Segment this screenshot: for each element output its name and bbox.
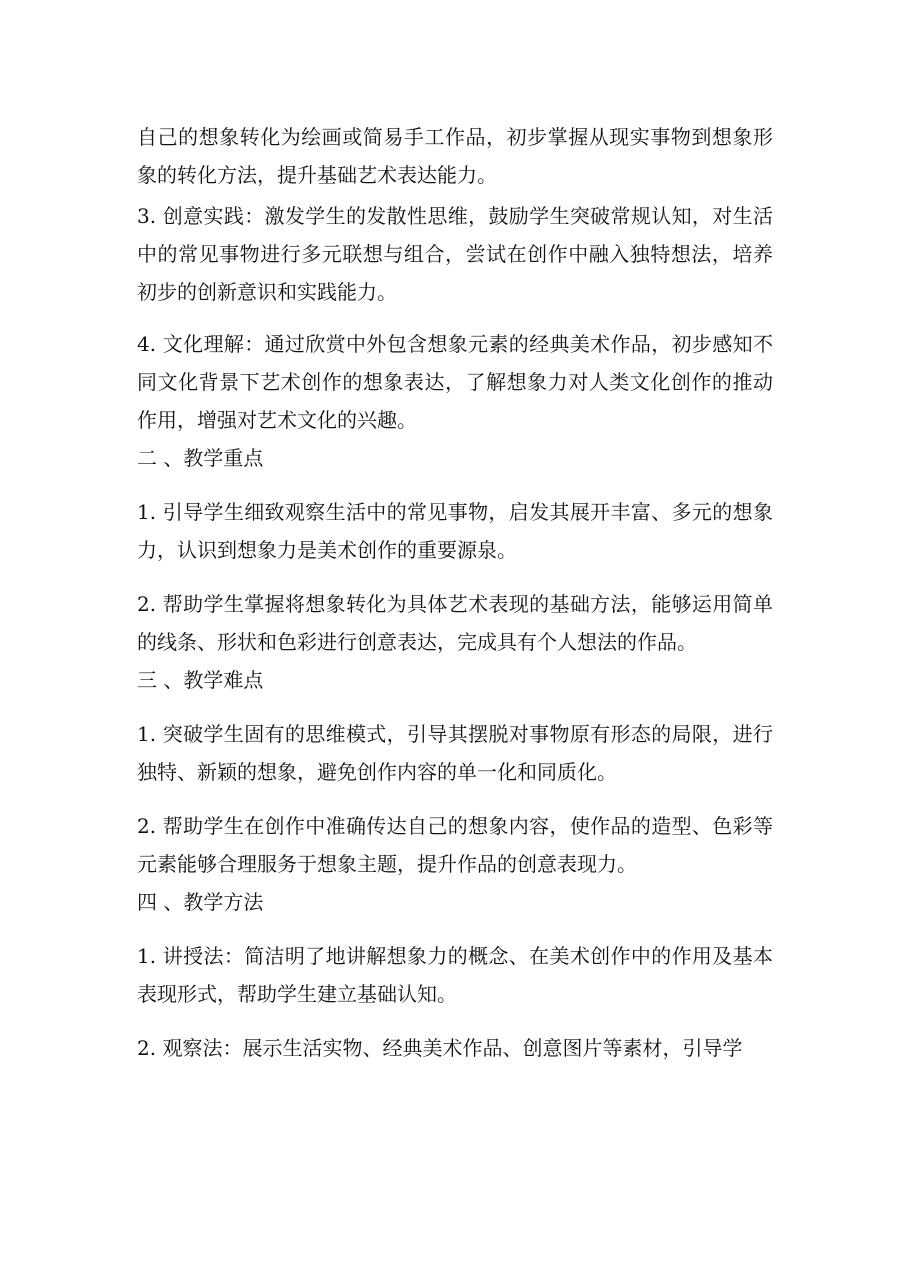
paragraph-goal-2-continued: 自己的想象转化为绘画或简易手工作品，初步掌握从现实事物到想象形象的转化方法，提升基础艺术表达能力。 [137,125,773,187]
section-heading-teaching-methods: 四 、教学方法 [137,890,264,914]
paragraph-difficulty-1: 1. 突破学生固有的思维模式，引导其摆脱对事物原有形态的局限，进行独特、新颖的想象，避免创作内容的单一化和同质化。 [137,722,773,784]
paragraph-focus-1: 1. 引导学生细致观察生活中的常见事物，启发其展开丰富、多元的想象力，认识到想象力是美术创作的重要源泉。 [137,500,773,562]
paragraph-focus-2: 2. 帮助学生掌握将想象转化为具体艺术表现的基础方法，能够运用简单的线条、形状和色彩进行创意表达，完成具有个人想法的作品。 [137,592,773,654]
paragraph-difficulty-2: 2. 帮助学生在创作中准确传达自己的想象内容，使作品的造型、色彩等元素能够合理服务于想象主题，提升作品的创意表现力。 [137,814,773,876]
section-heading-teaching-focus: 二 、教学重点 [137,446,264,470]
paragraph-goal-4-cultural-understanding: 4. 文化理解：通过欣赏中外包含想象元素的经典美术作品，初步感知不同文化背景下艺术创作的想象表达，了解想象力对人类文化创作的推动作用，增强对艺术文化的兴趣。 [137,332,773,432]
paragraph-method-2-observation: 2. 观察法：展示生活实物、经典美术作品、创意图片等素材，引导学 [137,1036,743,1060]
paragraph-goal-3-creative-practice: 3. 创意实践：激发学生的发散性思维，鼓励学生突破常规认知，对生活中的常见事物进行多元联想与组合，尝试在创作中融入独特想法，培养初步的创新意识和实践能力。 [137,204,773,304]
section-heading-teaching-difficulties: 三 、教学难点 [137,668,264,692]
paragraph-method-1-lecture: 1. 讲授法：简洁明了地讲解想象力的概念、在美术创作中的作用及基本表现形式，帮助学生建立基础认知。 [137,944,773,1006]
document-body [137,118,773,1067]
